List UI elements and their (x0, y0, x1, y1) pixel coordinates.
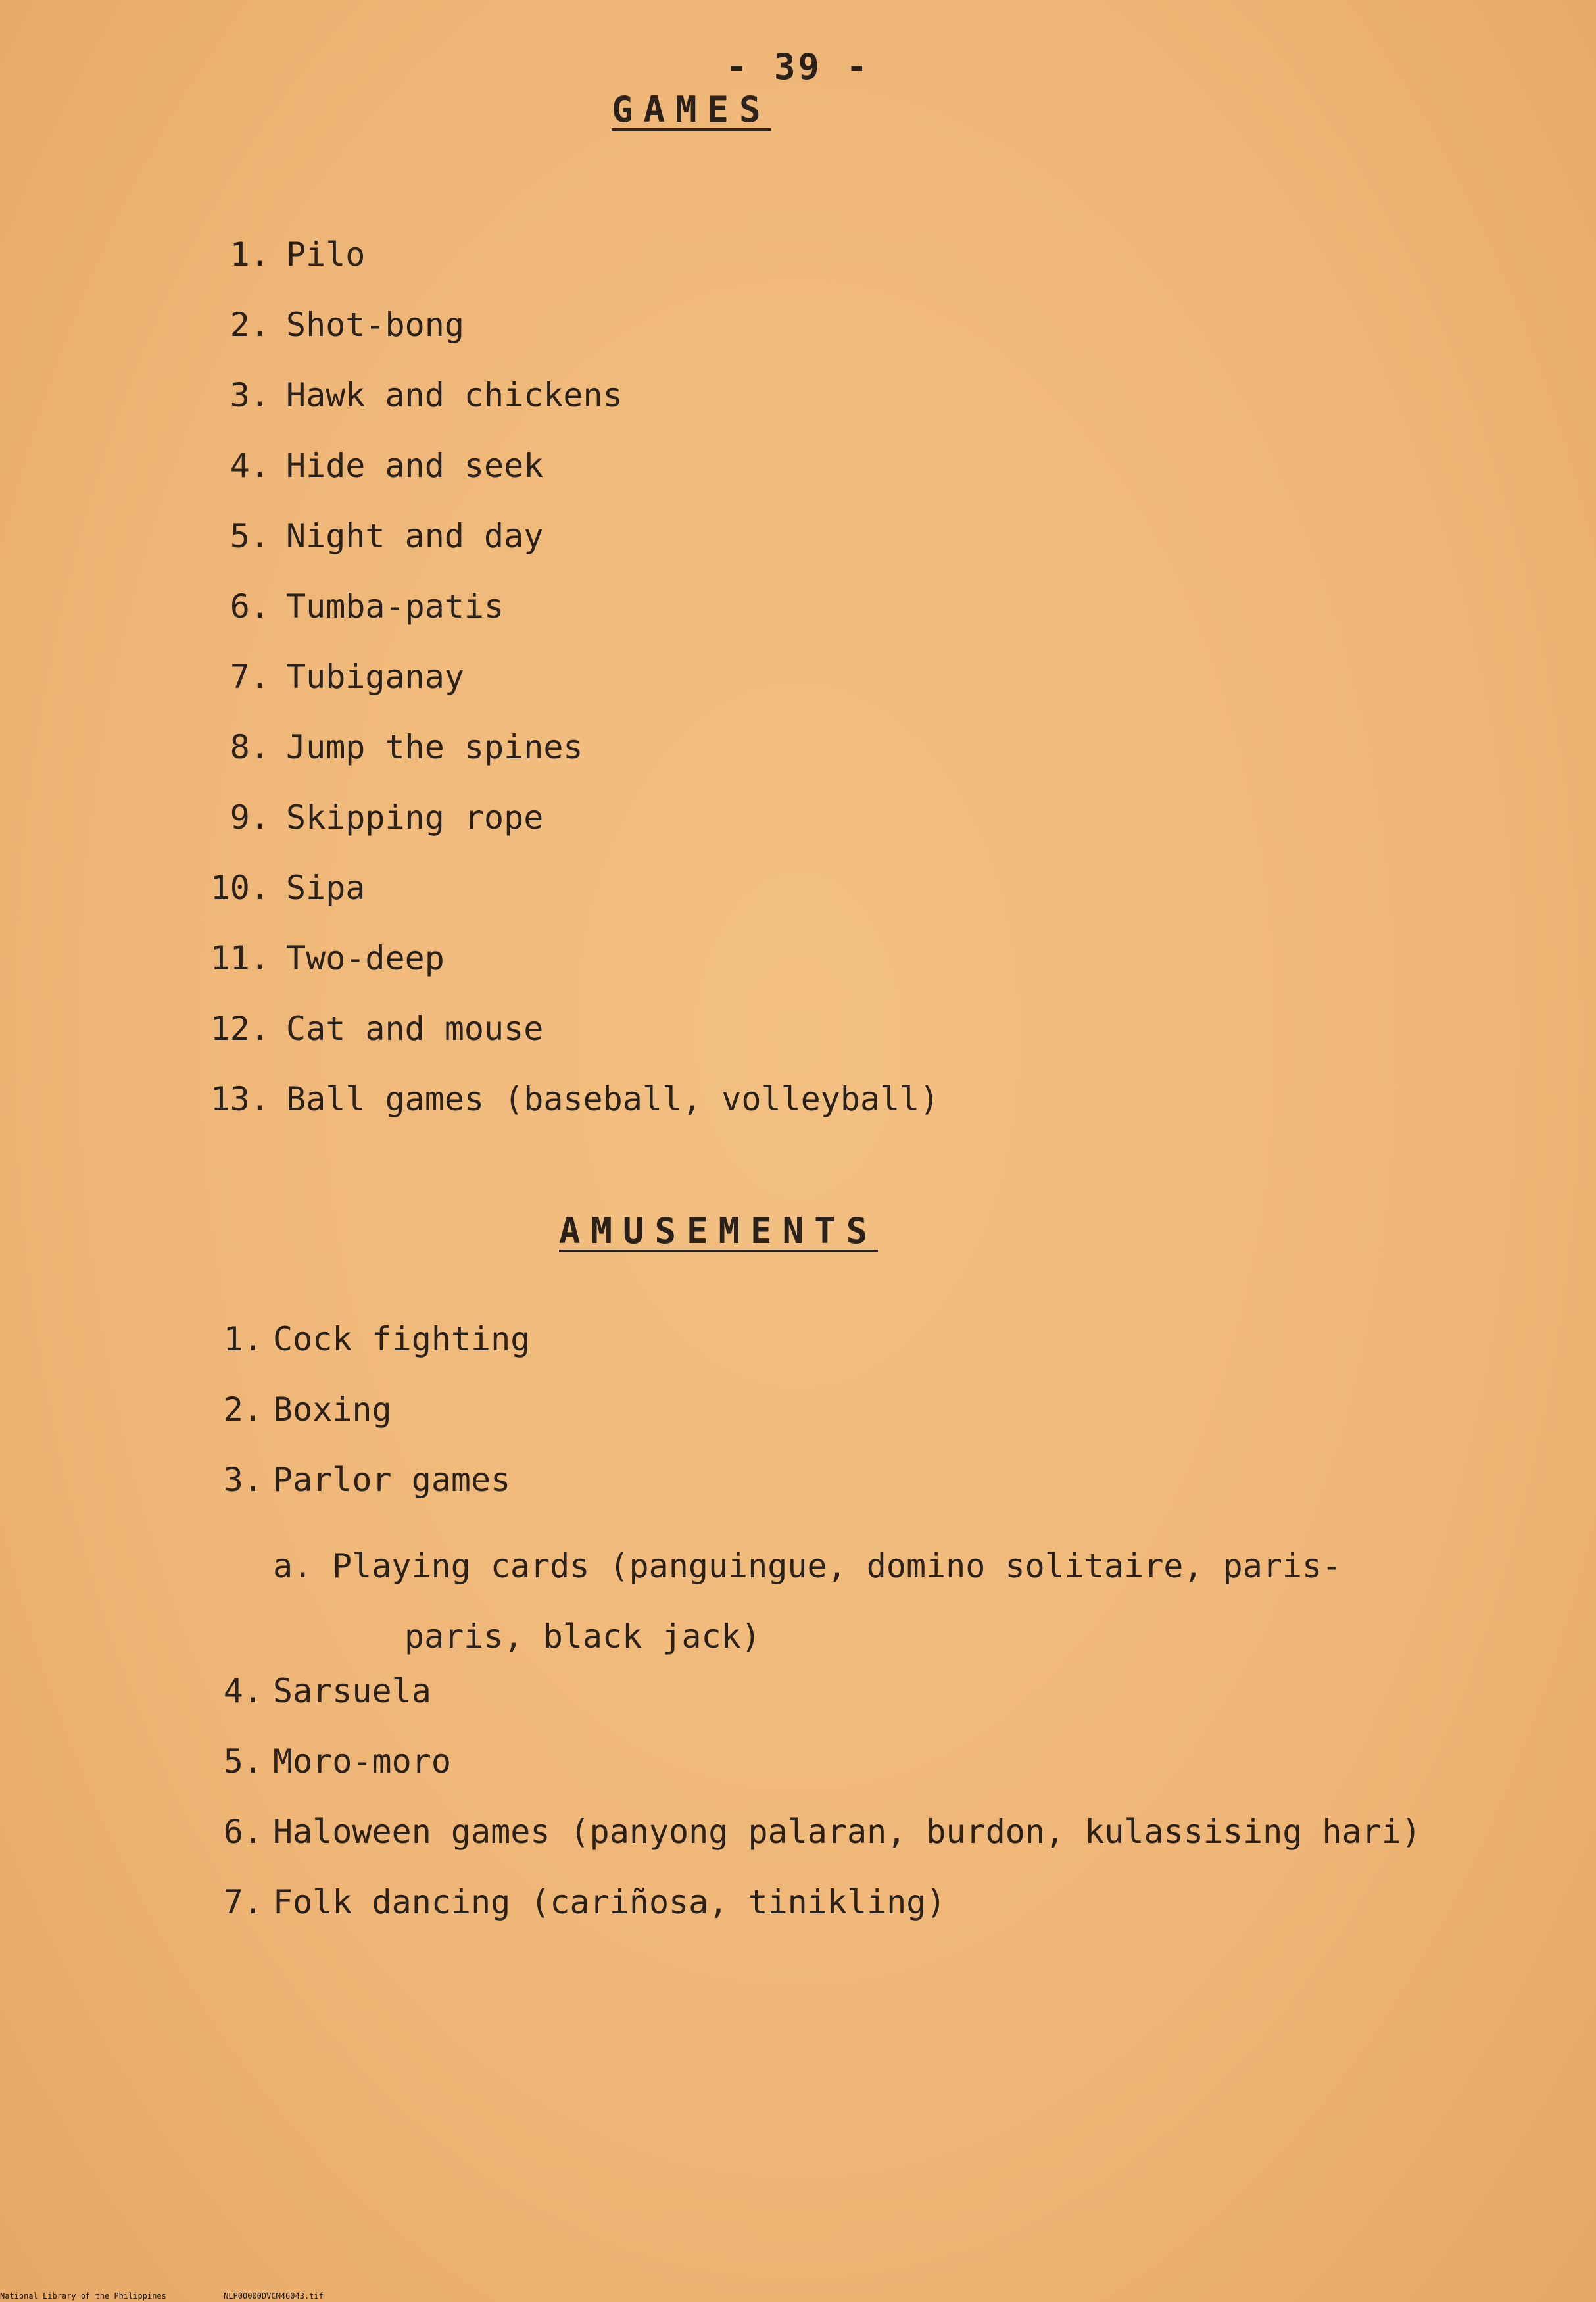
item-text: Tubiganay (286, 658, 464, 696)
item-text: Skipping rope (286, 798, 544, 837)
item-text: Folk dancing (cariñosa, tinikling) (273, 1883, 946, 1921)
item-number: 5. (223, 1742, 263, 1780)
item-number: 11. (210, 939, 270, 977)
item-text: Ball games (baseball, volleyball) (286, 1080, 940, 1118)
item-text: Pilo (286, 235, 366, 274)
item-number: 12. (210, 1010, 270, 1048)
item-number: 9. (230, 798, 270, 837)
footer-library: National Library of the Philippines (0, 2291, 166, 2301)
item-number: 7. (230, 658, 270, 696)
footer-filename: NLP00000DVCM46043.tif (224, 2291, 324, 2301)
item-number: 3. (230, 376, 270, 414)
subitem-text (273, 1531, 1522, 1672)
item-number: 3. (223, 1461, 263, 1499)
item-number: 7. (223, 1883, 263, 1921)
item-number: 13. (210, 1080, 270, 1118)
item-number: 8. (230, 728, 270, 766)
item-text: Two-deep (286, 939, 445, 977)
item-number: 4. (223, 1672, 263, 1710)
item-number: 4. (230, 447, 270, 485)
item-number: 1. (223, 1320, 263, 1358)
scan-footer (0, 2291, 376, 2301)
games-heading: GAMES (612, 89, 771, 130)
item-text: Hawk and chickens (286, 376, 623, 414)
item-number: 2. (230, 306, 270, 344)
item-text: Cock fighting (273, 1320, 531, 1358)
item-number: 10. (210, 869, 270, 907)
item-text: Parlor games (273, 1461, 511, 1499)
subitem-letter: a. (273, 1547, 313, 1585)
subitem-continuation: paris, black jack) (404, 1617, 761, 1655)
item-number: 2. (223, 1390, 263, 1429)
item-text: Cat and mouse (286, 1010, 544, 1048)
item-number: 5. (230, 517, 270, 555)
item-text: Jump the spines (286, 728, 583, 766)
item-text: Moro-moro (273, 1742, 451, 1780)
item-number: 6. (230, 587, 270, 625)
item-text: Hide and seek (286, 447, 544, 485)
item-number: 1. (230, 235, 270, 274)
amusements-heading: AMUSEMENTS (559, 1210, 879, 1252)
page-number: - 39 - (725, 46, 871, 87)
item-text: Sipa (286, 869, 366, 907)
item-text: Night and day (286, 517, 544, 555)
item-text: Tumba-patis (286, 587, 504, 625)
item-text: Haloween games (panyong palaran, burdon, kulassising hari) (273, 1813, 1421, 1851)
item-text: Shot-bong (286, 306, 464, 344)
item-number: 6. (223, 1813, 263, 1851)
subitem-line: Playing cards (panguingue, domino solitaire, paris- (332, 1547, 1342, 1585)
item-text: Boxing (273, 1390, 392, 1429)
item-text: Sarsuela (273, 1672, 431, 1710)
